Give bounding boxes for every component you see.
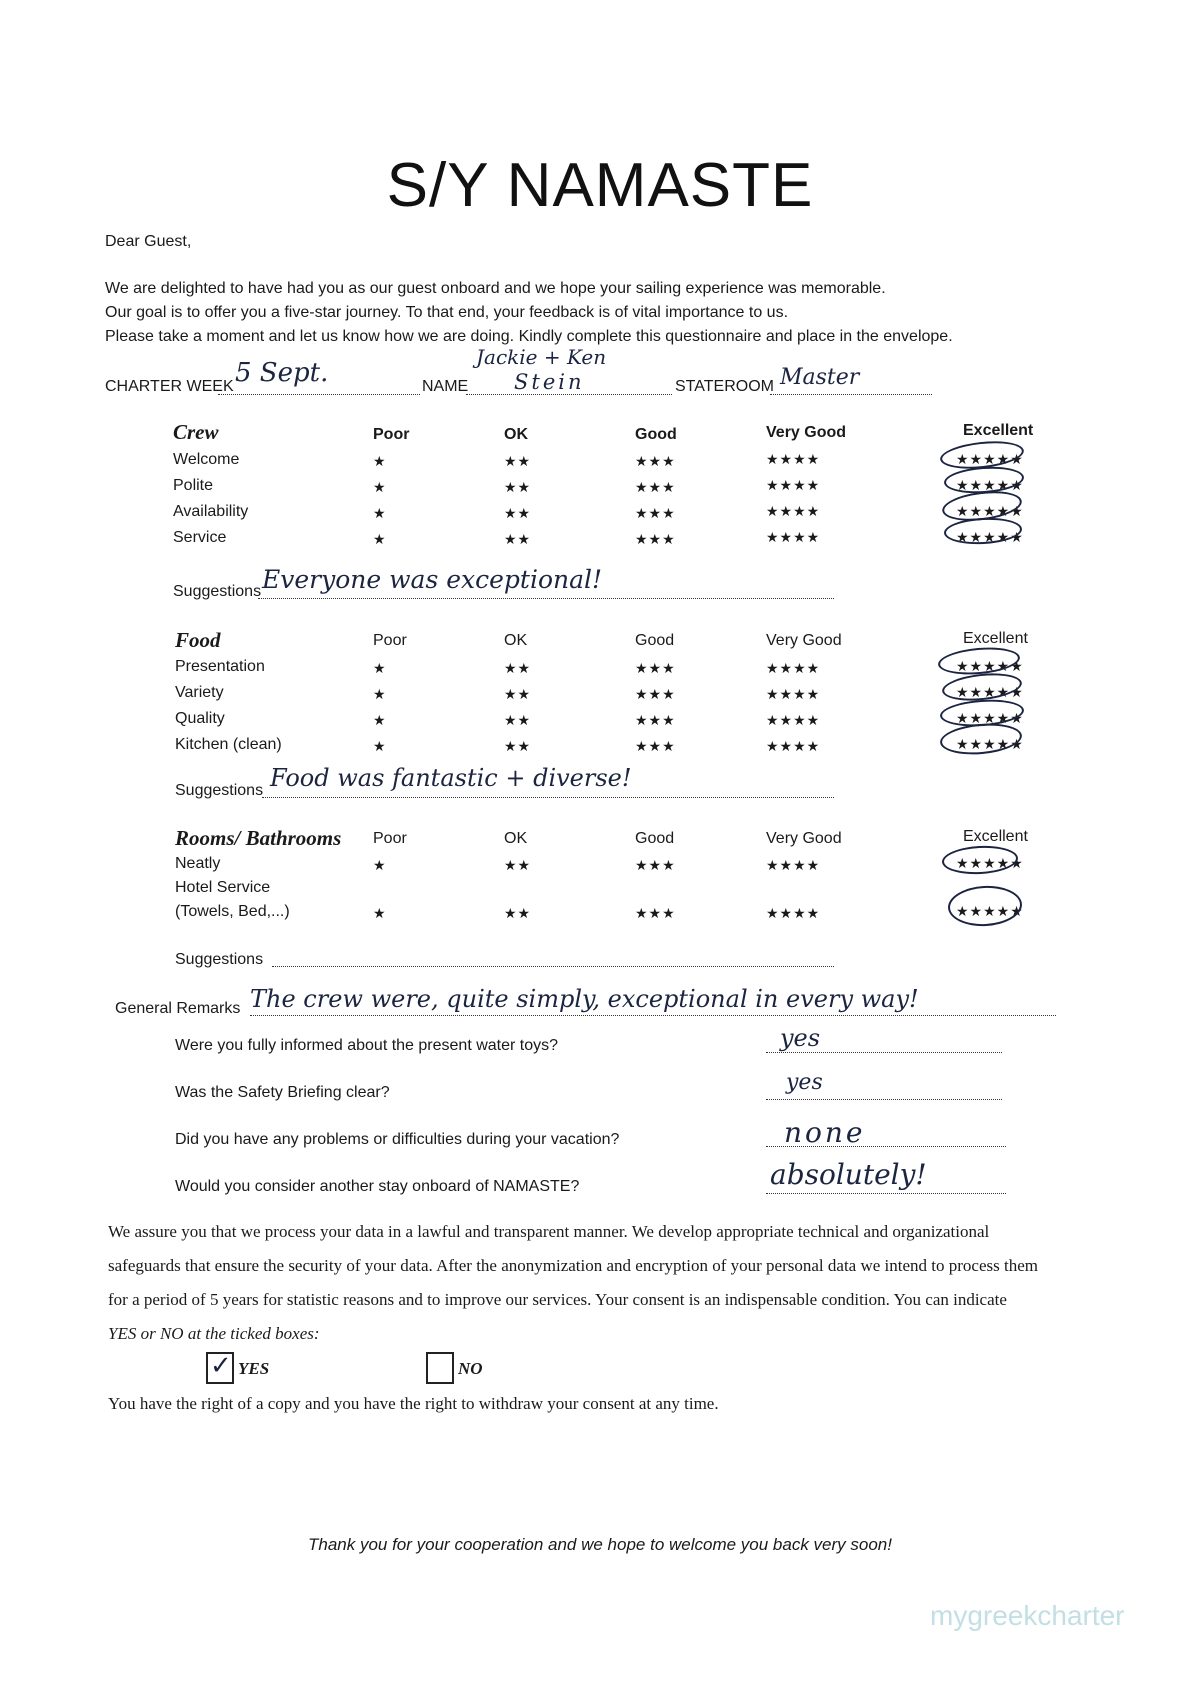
rating-ok[interactable]: ★★ (504, 453, 532, 469)
privacy-line-4: YES or NO at the ticked boxes: (108, 1324, 320, 1343)
col-ok: OK (504, 830, 528, 847)
stateroom-label: STATEROOM (675, 378, 774, 395)
rating-poor[interactable]: ★ (373, 505, 387, 521)
rating-very-good[interactable]: ★★★★ (766, 451, 821, 467)
check-mark-icon: ✓ (210, 1350, 232, 1380)
name-value-line-1[interactable]: Jackie + Ken (476, 345, 607, 369)
section-title-food: Food (175, 628, 221, 652)
rating-very-good[interactable]: ★★★★ (766, 503, 821, 519)
selection-circle (947, 884, 1023, 928)
question-another-stay: Would you consider another stay onboard of NAMASTE? (175, 1178, 580, 1195)
item-welcome: Welcome (173, 451, 240, 468)
rating-very-good[interactable]: ★★★★ (766, 857, 821, 873)
suggestions-value[interactable]: Everyone was exceptional! (262, 565, 603, 594)
col-very-good: Very Good (766, 632, 842, 649)
rating-excellent[interactable]: ★★★★★ (956, 903, 1024, 919)
col-excellent: Excellent (963, 422, 1034, 439)
section-title-crew: Crew (173, 420, 219, 444)
item-towels-bed: (Towels, Bed,...) (175, 903, 290, 920)
rating-good[interactable]: ★★★ (635, 857, 676, 873)
rating-good[interactable]: ★★★ (635, 453, 676, 469)
answer-problems[interactable]: none (784, 1116, 866, 1149)
rating-excellent[interactable]: ★★★★★ (956, 736, 1024, 752)
greeting: Dear Guest, (105, 233, 192, 250)
rating-poor[interactable]: ★ (373, 712, 387, 728)
rating-ok[interactable]: ★★ (504, 686, 532, 702)
rating-poor[interactable]: ★ (373, 660, 387, 676)
suggestions-label: Suggestions (175, 951, 264, 968)
item-polite: Polite (173, 477, 214, 494)
answer-another-stay[interactable]: absolutely! (770, 1158, 927, 1191)
rating-very-good[interactable]: ★★★★ (766, 686, 821, 702)
rating-excellent[interactable]: ★★★★★ (956, 684, 1024, 700)
rating-good[interactable]: ★★★ (635, 905, 676, 921)
rating-ok[interactable]: ★★ (504, 857, 532, 873)
col-poor: Poor (373, 426, 410, 443)
item-kitchen: Kitchen (clean) (175, 736, 282, 753)
consent-no-checkbox[interactable] (426, 1352, 454, 1384)
rating-ok[interactable]: ★★ (504, 738, 532, 754)
question-problems: Did you have any problems or difficulties during your vacation? (175, 1131, 620, 1148)
privacy-line-3: for a period of 5 years for statistic reasons and to improve our services. Your consent is an indispensable condition. You can indicate (108, 1290, 1007, 1309)
rating-good[interactable]: ★★★ (635, 479, 676, 495)
col-good: Good (635, 830, 675, 847)
rating-excellent[interactable]: ★★★★★ (956, 658, 1024, 674)
col-excellent: Excellent (963, 630, 1028, 647)
rating-very-good[interactable]: ★★★★ (766, 529, 821, 545)
item-neatly: Neatly (175, 855, 221, 872)
closing-note: Thank you for your cooperation and we hope to welcome you back very soon! (307, 1535, 892, 1554)
privacy-line-1: We assure you that we process your data in a lawful and transparent manner. We develop appropriate technical and organizational (108, 1222, 990, 1241)
privacy-rights: You have the right of a copy and you have the right to withdraw your consent at any time. (108, 1394, 719, 1413)
rating-poor[interactable]: ★ (373, 738, 387, 754)
privacy-line-2: safeguards that ensure the security of your data. After the anonymization and encryption of your personal data we intend to process them (108, 1256, 1038, 1275)
rating-excellent[interactable]: ★★★★★ (956, 529, 1024, 545)
suggestions-value[interactable]: Food was fantastic + diverse! (270, 764, 632, 792)
question-water-toys: Were you fully informed about the present water toys? (175, 1037, 559, 1054)
intro-line-3: Please take a moment and let us know how we are doing. Kindly complete this questionnaire and place in the envelope. (105, 328, 953, 345)
intro-line-2: Our goal is to offer you a five-star journey. To that end, your feedback is of vital importance to us. (105, 304, 789, 321)
rating-poor[interactable]: ★ (373, 453, 387, 469)
rating-ok[interactable]: ★★ (504, 505, 532, 521)
item-hotel-service: Hotel Service (175, 879, 271, 896)
rating-poor[interactable]: ★ (373, 531, 387, 547)
suggestions-label: Suggestions (173, 583, 262, 600)
col-very-good: Very Good (766, 424, 847, 441)
rating-good[interactable]: ★★★ (635, 505, 676, 521)
consent-no-label: NO (458, 1359, 483, 1378)
name-label: NAME (422, 378, 469, 395)
item-service: Service (173, 529, 227, 546)
rating-ok[interactable]: ★★ (504, 905, 532, 921)
rating-very-good[interactable]: ★★★★ (766, 660, 821, 676)
rating-good[interactable]: ★★★ (635, 686, 676, 702)
rating-good[interactable]: ★★★ (635, 738, 676, 754)
col-poor: Poor (373, 830, 407, 847)
rating-ok[interactable]: ★★ (504, 479, 532, 495)
rating-good[interactable]: ★★★ (635, 531, 676, 547)
charter-week-value[interactable]: 5 Sept. (235, 358, 329, 388)
rating-ok[interactable]: ★★ (504, 712, 532, 728)
rating-very-good[interactable]: ★★★★ (766, 712, 821, 728)
watermark: mygreekcharter (930, 1600, 1125, 1631)
rating-very-good[interactable]: ★★★★ (766, 477, 821, 493)
rating-poor[interactable]: ★ (373, 686, 387, 702)
item-availability: Availability (173, 503, 249, 520)
rating-very-good[interactable]: ★★★★ (766, 738, 821, 754)
answer-safety-briefing[interactable]: yes (786, 1070, 823, 1095)
col-very-good: Very Good (766, 830, 842, 847)
consent-yes-checkbox[interactable] (206, 1352, 234, 1384)
rating-good[interactable]: ★★★ (635, 712, 676, 728)
col-good: Good (635, 632, 675, 649)
rating-excellent[interactable]: ★★★★★ (956, 710, 1024, 726)
charter-week-label: CHARTER WEEK (105, 378, 234, 395)
col-poor: Poor (373, 632, 407, 649)
stateroom-value[interactable]: Master (780, 365, 860, 390)
rating-very-good[interactable]: ★★★★ (766, 905, 821, 921)
col-good: Good (635, 426, 677, 443)
rating-poor[interactable]: ★ (373, 857, 387, 873)
rating-ok[interactable]: ★★ (504, 531, 532, 547)
general-remarks-value[interactable]: The crew were, quite simply, exceptional in every way! (250, 985, 919, 1013)
answer-water-toys[interactable]: yes (780, 1024, 821, 1052)
rating-excellent[interactable]: ★★★★★ (956, 451, 1024, 467)
col-ok: OK (504, 632, 528, 649)
item-presentation: Presentation (175, 658, 265, 675)
consent-yes-label: YES (238, 1359, 270, 1378)
rating-ok[interactable]: ★★ (504, 660, 532, 676)
rating-poor[interactable]: ★ (373, 479, 387, 495)
item-quality: Quality (175, 710, 225, 727)
rating-excellent[interactable]: ★★★★★ (956, 477, 1024, 493)
intro-line-1: We are delighted to have had you as our guest onboard and we hope your sailing experience was memorable. (105, 280, 886, 297)
item-variety: Variety (175, 684, 224, 701)
page-title: S/Y NAMASTE (386, 151, 814, 220)
rating-excellent[interactable]: ★★★★★ (956, 855, 1024, 871)
question-safety-briefing: Was the Safety Briefing clear? (175, 1084, 390, 1101)
suggestions-label: Suggestions (175, 782, 264, 799)
general-remarks-label: General Remarks (115, 1000, 241, 1017)
col-excellent: Excellent (963, 828, 1028, 845)
name-value-line-2[interactable]: Stein (514, 370, 585, 394)
rating-poor[interactable]: ★ (373, 905, 387, 921)
section-title-rooms: Rooms/ Bathrooms (175, 826, 342, 850)
col-ok: OK (504, 426, 528, 443)
rating-excellent[interactable]: ★★★★★ (956, 503, 1024, 519)
rating-good[interactable]: ★★★ (635, 660, 676, 676)
